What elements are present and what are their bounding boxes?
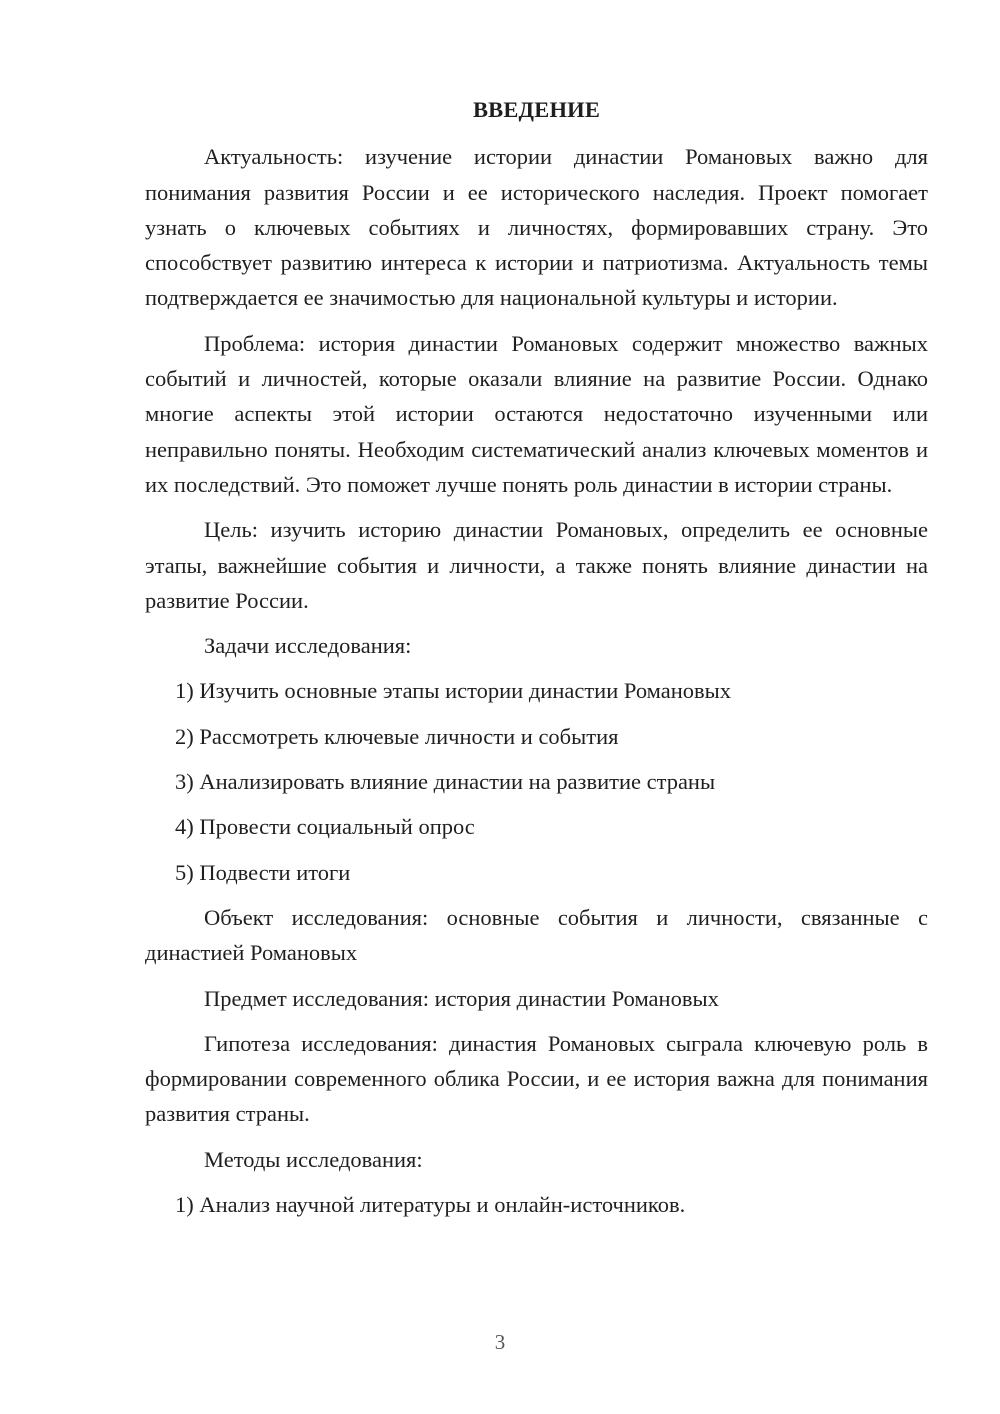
page-number: 3 — [494, 1330, 506, 1354]
document-page — [145, 92, 928, 1232]
tasks-heading: Задачи исследования: — [204, 633, 412, 659]
methods-heading: Методы исследования: — [204, 1146, 423, 1172]
hypothesis-paragraph: Гипотеза исследования: династия Романовых сыграла ключевую роль в формировании современного облика России, и ее история важна для понимания развития страны. — [145, 1030, 928, 1127]
problem-paragraph: Проблема: история династии Романовых содержит множество важных событий и личностей, которые оказали влияние на развитие России. Однако многие аспекты этой истории остаются недостаточно изученными или неправильно поняты. Необходим систематический анализ ключевых моментов и их последствий. Это поможет лучше понять роль династии в истории страны. — [145, 330, 928, 497]
task-item-2: 2) Рассмотреть ключевые личности и события — [175, 723, 619, 749]
object-paragraph: Объект исследования: основные события и личности, связанные с династией Романовых — [145, 904, 928, 966]
task-item-3: 3) Анализировать влияние династии на развитие страны — [175, 769, 716, 795]
task-item-1: 1) Изучить основные этапы истории династии Романовых — [175, 678, 732, 704]
page-title: ВВЕДЕНИЕ — [472, 97, 601, 122]
relevance-paragraph: Актуальность: изучение истории династии Романовых важно для понимания развития России и ее исторического наследия. Проект помогает узнать о ключевых событиях и личностях, формировавших страну. Это способствует развитию интереса к истории и патриотизма. Актуальность темы подтверждается ее значимостью для национальной культуры и истории. — [145, 144, 928, 311]
goal-paragraph: Цель: изучить историю династии Романовых, определить ее основные этапы, важнейшие события и личности, а также понять влияние династии на развитие России. — [145, 517, 928, 613]
task-item-5: 5) Подвести итоги — [175, 859, 351, 885]
method-item-1: 1) Анализ научной литературы и онлайн-источников. — [175, 1192, 686, 1218]
task-item-4: 4) Провести социальный опрос — [175, 814, 475, 840]
subject-paragraph: Предмет исследования: история династии Романовых — [204, 985, 719, 1011]
